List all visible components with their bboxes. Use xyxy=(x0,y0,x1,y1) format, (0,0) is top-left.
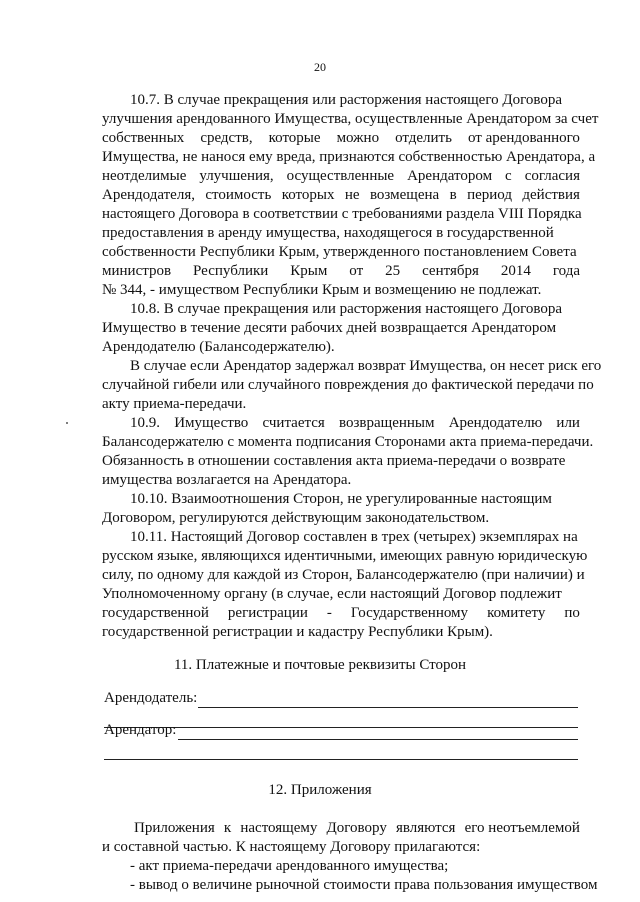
text-line-justified: Арендодателя, стоимость которых не возмещена в период действия xyxy=(102,187,580,203)
tenant-label: Арендатор: xyxy=(104,722,177,738)
page-number: 20 xyxy=(314,60,326,74)
text-line: Обязанность в отношении составления акта приема-передачи о возврате xyxy=(102,453,566,469)
text-line: и составной частью. К настоящему Договору прилагаются: xyxy=(102,839,481,855)
text-line-justified: государственной регистрации - Государственному комитету по xyxy=(102,605,580,621)
text-line: имущества возлагается на Арендатора. xyxy=(102,472,352,488)
text-line: предоставления в аренду имущества, находящегося в государственной xyxy=(102,225,554,241)
text-line: № 344, - имуществом Республики Крым и возмещению не подлежат. xyxy=(102,282,542,298)
list-item: - акт приема-передачи арендованного имущества; xyxy=(130,858,449,874)
text-line: В случае если Арендатор задержал возврат Имущества, он несет риск его xyxy=(130,358,602,374)
section-heading: 11. Платежные и почтовые реквизиты Сторон xyxy=(173,657,467,673)
section-heading: 12. Приложения xyxy=(268,782,372,798)
text-line: русском языке, являющихся идентичными, имеющих равную юридическую xyxy=(102,548,588,564)
text-line: Договором, регулируются действующим законодательством. xyxy=(102,510,490,526)
lessor-signature-line xyxy=(198,707,578,708)
text-line: настоящего Договора в соответствии с требованиями раздела VIII Порядка xyxy=(102,206,582,222)
text-line: 10.8. В случае прекращения или расторжения настоящего Договора xyxy=(130,301,562,317)
text-line-justified: Приложения к настоящему Договору являются его неотъемлемой xyxy=(134,820,580,836)
text-line: Балансодержателю с момента подписания Сторонами акта приема-передачи. xyxy=(102,434,594,450)
text-line: случайной гибели или случайного повреждения до фактической передачи по xyxy=(102,377,594,393)
text-line: акту приема-передачи. xyxy=(102,396,247,412)
text-line-justified: собственных средств, которые можно отделить от арендованного xyxy=(102,130,580,146)
text-line: 10.10. Взаимоотношения Сторон, не урегулированные настоящим xyxy=(130,491,552,507)
scan-speck xyxy=(66,422,68,424)
text-line: собственности Республики Крым, утвержденного постановлением Совета xyxy=(102,244,577,260)
text-line-justified: 10.9. Имущество считается возвращенным Арендодателю или xyxy=(130,415,580,431)
text-line: государственной регистрации и кадастру Республики Крым). xyxy=(102,624,493,640)
text-line: Уполномоченному органу (в случае, если настоящий Договор подлежит xyxy=(102,586,562,602)
text-line-justified: неотделимые улучшения, осуществленные Арендатором с согласия xyxy=(102,168,580,184)
text-line: силу, по одному для каждой из Сторон, Балансодержателю (при наличии) и xyxy=(102,567,585,583)
list-item: - вывод о величине рыночной стоимости права пользования имуществом xyxy=(130,877,598,893)
blank-line xyxy=(104,759,578,760)
text-line-justified: министров Республики Крым от 25 сентября 2014 года xyxy=(102,263,580,279)
text-line: Арендодателю (Балансодержателю). xyxy=(102,339,335,355)
text-line: Имущества, не нанося ему вреда, признаются собственностью Арендатора, а xyxy=(102,149,596,165)
text-line: Имущество в течение десяти рабочих дней возвращается Арендатором xyxy=(102,320,557,336)
text-line: улучшения арендованного Имущества, осуществленные Арендатором за счет xyxy=(102,111,599,127)
text-line: 10.7. В случае прекращения или расторжения настоящего Договора xyxy=(130,92,562,108)
text-line: 10.11. Настоящий Договор составлен в трех (четырех) экземплярах на xyxy=(130,529,578,545)
tenant-signature-line xyxy=(178,739,578,740)
lessor-label: Арендодатель: xyxy=(104,690,198,706)
